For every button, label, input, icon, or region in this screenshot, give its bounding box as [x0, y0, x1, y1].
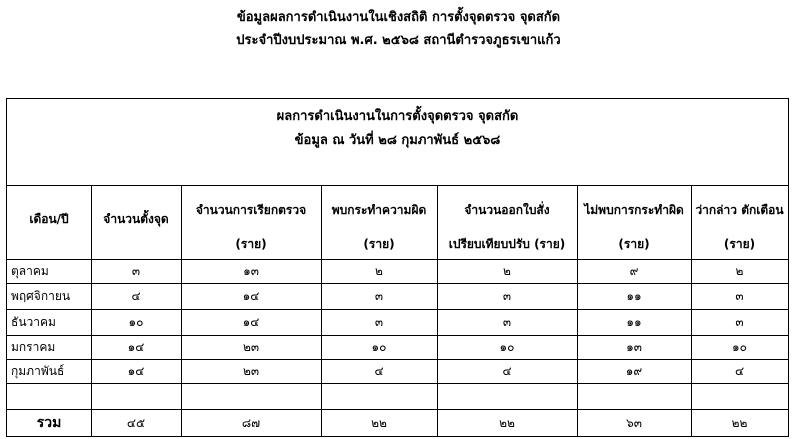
results-table [6, 98, 789, 437]
value-cell: ๑๔ [242, 314, 260, 329]
value-cell: ๒๓ [242, 363, 260, 378]
value-cell [321, 383, 437, 409]
value-cell [577, 383, 691, 409]
column-header: จำนวนตั้งจุด [103, 212, 169, 226]
value-cell: ๑๐ [732, 339, 747, 354]
value-cell: ๔ [734, 363, 745, 378]
value-cell: ๓ [735, 314, 744, 329]
value-cell: ๓ [502, 288, 512, 303]
value-cell: ๑๑ [626, 288, 642, 303]
month-cell: มกราคม [11, 339, 56, 354]
value-cell: ๑๑ [626, 314, 642, 329]
value-cell: ๑๔ [127, 363, 145, 378]
value-cell [181, 383, 321, 409]
value-cell [691, 383, 788, 409]
value-cell: ๑๐ [371, 339, 387, 354]
value-cell: ๑๙ [625, 363, 643, 378]
value-cell: ๙ [629, 263, 639, 278]
column-header: พบกระทำความผิด [331, 203, 427, 217]
value-cell: ๑๓ [626, 339, 642, 354]
header-top-rule [7, 185, 788, 186]
column-header: ไม่พบการกระทำผิด [584, 203, 684, 217]
value-cell: ๓ [131, 263, 141, 278]
value-cell [91, 383, 181, 409]
column-header: เดือน/ปี [29, 212, 69, 226]
total-value: ๘๗ [241, 415, 261, 430]
column-header: จำนวนออกใบสั่ง [464, 203, 550, 217]
table-caption-line1: ผลการดำเนินงานในการตั้งจุดตรวจ จุดสกัด [276, 109, 519, 124]
value-cell: ๓ [502, 314, 512, 329]
value-cell [437, 383, 577, 409]
column-header-unit: เปรียบเทียบปรับ (ราย) [448, 237, 566, 251]
value-cell: ๒ [375, 263, 383, 278]
month-cell [7, 383, 91, 409]
column-header-unit: (ราย) [618, 237, 650, 251]
value-cell: ๓ [374, 314, 384, 329]
value-cell: ๑๔ [242, 288, 260, 303]
month-cell: พฤศจิกายน [11, 288, 71, 303]
value-cell: ๔ [374, 363, 384, 378]
total-value: ๔๕ [126, 415, 146, 430]
value-cell: ๒๓ [242, 339, 260, 354]
total-value: ๒๒ [731, 415, 748, 430]
value-cell: ๑๐ [128, 314, 144, 329]
value-cell: ๓ [735, 288, 744, 303]
total-value: ๖๓ [626, 415, 642, 430]
value-cell: ๔ [502, 363, 512, 378]
column-header-unit: (ราย) [363, 237, 395, 251]
value-cell: ๑๓ [243, 263, 259, 278]
total-label: รวม [36, 415, 62, 431]
document-title-line1: ข้อมูลผลการดำเนินงานในเชิงสถิติ การตั้งจุดตรวจ จุดสกัด [236, 10, 561, 25]
month-cell: กุมภาพันธ์ [11, 363, 65, 378]
column-header-unit: (ราย) [723, 237, 756, 251]
value-cell: ๑๐ [499, 339, 515, 354]
total-value: ๒๒ [371, 415, 387, 430]
table-caption-line2: ข้อมูล ณ วันที่ ๒๘ กุมภาพันธ์ ๒๕๖๘ [294, 133, 501, 148]
column-header: ว่ากล่าว ตักเตือน [695, 203, 784, 217]
value-cell: ๑๔ [127, 339, 145, 354]
value-cell: ๓ [374, 288, 384, 303]
value-cell: ๒ [503, 263, 511, 278]
column-header-unit: (ราย) [235, 237, 267, 251]
document-title-line2: ประจำปีงบประมาณ พ.ศ. ๒๕๖๘ สถานีตำรวจภูธรเขาแก้ว [236, 33, 561, 48]
value-cell: ๒ [735, 263, 744, 278]
value-cell: ๔ [131, 288, 141, 303]
month-cell: ตุลาคม [11, 263, 49, 278]
column-header: จำนวนการเรียกตรวจ [195, 203, 307, 217]
total-value: ๒๒ [499, 415, 515, 430]
month-cell: ธันวาคม [11, 314, 56, 329]
